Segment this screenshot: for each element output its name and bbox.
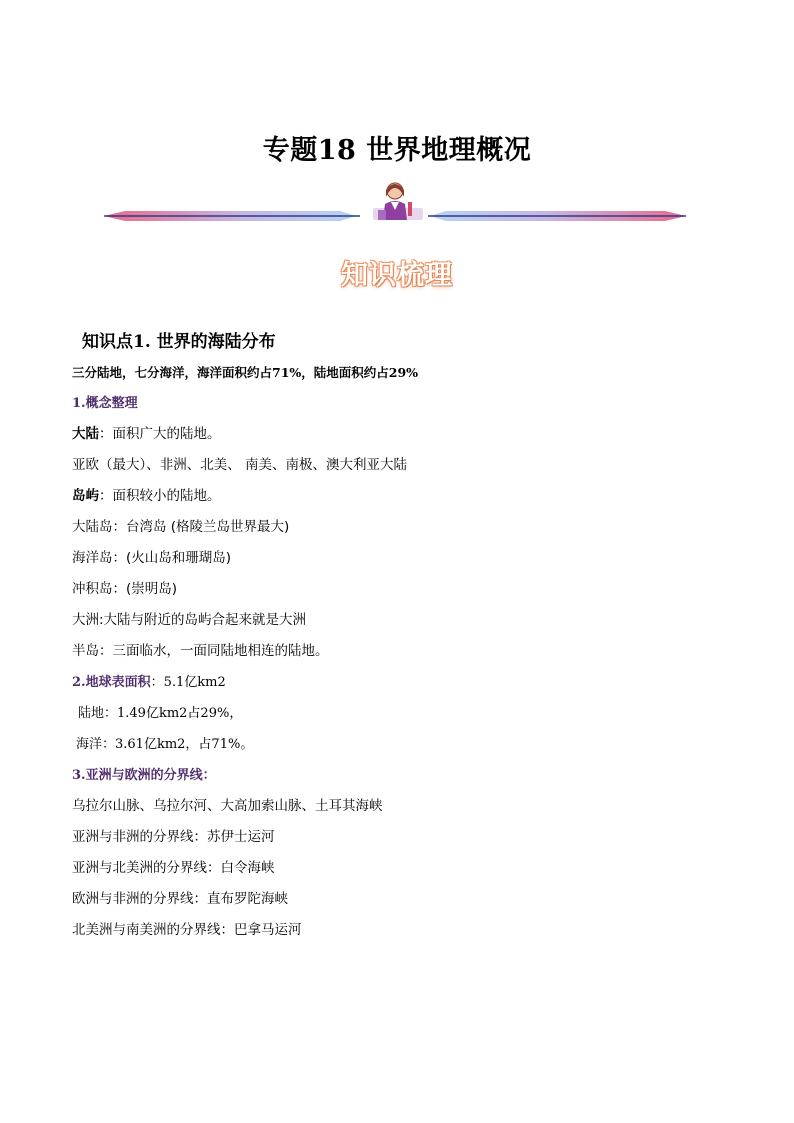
continental-island: 大陆岛：台湾岛 (格陵兰岛世界最大) <box>72 519 290 535</box>
definition-continent <box>72 419 732 450</box>
teacher-figure-icon <box>373 183 423 220</box>
concepts-heading-text: 1.概念整理 <box>72 396 138 411</box>
boundary-europe-africa: 欧洲与非洲的分界线：直布罗陀海峡 <box>72 891 288 907</box>
title-divider <box>0 180 794 230</box>
boundaries-heading <box>72 760 732 791</box>
term-dalu: 大陆 <box>72 426 99 442</box>
divider-right-bar <box>428 211 686 221</box>
peninsula-definition: 半岛：三面临水，一面同陆地相连的陆地。 <box>72 643 329 659</box>
continent-definition: 大洲:大陆与附近的岛屿合起来就是大洲 <box>72 612 307 628</box>
area-total: ：5.1亿km2 <box>150 675 226 690</box>
boundary-asia-europe: 乌拉尔山脉、乌拉尔河、大高加索山脉、土耳其海峡 <box>72 798 383 814</box>
term-daoyu: 岛屿 <box>72 488 99 504</box>
content <box>72 328 732 946</box>
def-dalu: ：面积广大的陆地。 <box>99 426 221 442</box>
boundaries-heading-text: 3.亚洲与欧洲的分界线： <box>72 768 216 783</box>
boundary-asia-africa: 亚洲与非洲的分界线：苏伊士运河 <box>72 829 275 845</box>
def-daoyu: ：面积较小的陆地。 <box>99 488 221 504</box>
boundary-north-south-america: 北美洲与南美洲的分界线：巴拿马运河 <box>72 922 302 938</box>
concepts-heading <box>72 388 732 419</box>
area-heading: 2.地球表面积 <box>72 675 151 690</box>
divider-left-bar <box>104 211 360 221</box>
boundary-asia-north-america: 亚洲与北美洲的分界线：白令海峡 <box>72 860 275 876</box>
section-title: 知识点1. 世界的海陆分布 <box>82 332 276 352</box>
land-area-line: 陆地：1.49亿km2占29%， <box>78 706 243 721</box>
oceanic-island: 海洋岛：(火山岛和珊瑚岛) <box>72 550 232 566</box>
alluvial-island: 冲积岛：(崇明岛) <box>72 581 178 597</box>
definition-island <box>72 481 732 512</box>
summary-line: 三分陆地，七分海洋，海洋面积约占71%，陆地面积约占29% <box>72 365 419 380</box>
ocean-area-line: 海洋：3.61亿km2，占71%。 <box>76 737 254 752</box>
continents-list: 亚欧（最大）、非洲、北美、 南美、南极、澳大利亚大陆 <box>72 457 408 473</box>
page-title: 专题18 世界地理概况 <box>262 135 532 166</box>
section-banner: 知识梳理 <box>341 260 453 291</box>
surface-area-line <box>72 667 732 698</box>
